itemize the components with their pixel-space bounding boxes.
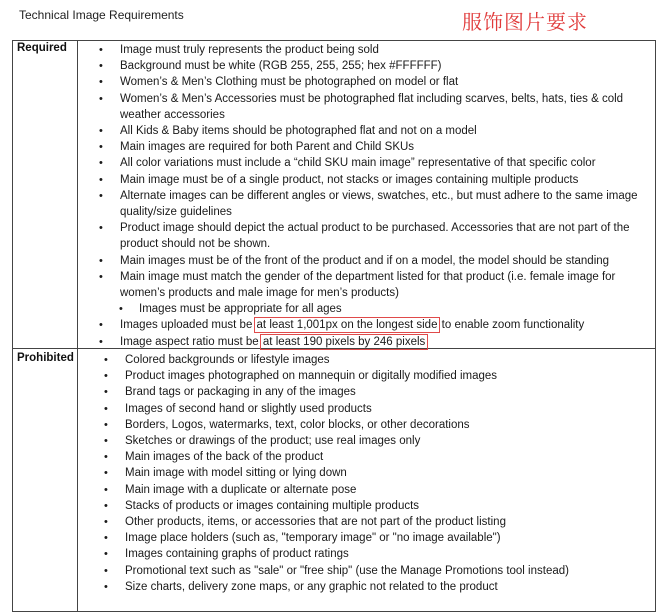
prohibited-item (79, 530, 649, 546)
bullet-icon: • (104, 467, 108, 480)
prohibited-item (79, 401, 649, 417)
item-text: Product image should depict the actual product to be purchased. Accessories that are not part of the product should not be shown. (120, 222, 630, 251)
bullet-icon: • (104, 435, 108, 448)
prohibited-item (79, 384, 649, 400)
item-text: Main images must be of the front of the product and if on a model, the model should be standing (120, 254, 610, 267)
prohibited-item (79, 417, 649, 433)
required-item (79, 188, 649, 220)
required-item (79, 42, 649, 58)
bullet-icon: • (99, 60, 103, 73)
bullet-icon: • (99, 157, 103, 170)
required-list (79, 42, 649, 350)
bullet-icon: • (99, 254, 103, 267)
bullet-icon: • (104, 499, 108, 512)
item-text: Other products, items, or accessories that are not part of the product listing (125, 516, 506, 529)
item-text: Promotional text such as "sale" or "free ship" (use the Manage Promotions tool instead) (125, 564, 569, 577)
item-text: Image aspect ratio must be (120, 335, 262, 348)
item-text: Background must be white (RGB 255, 255, 255; hex #FFFFFF) (120, 60, 442, 73)
item-text: Brand tags or packaging in any of the images (125, 386, 356, 399)
requirements-table (12, 40, 656, 612)
item-text: Alternate images can be different angles or views, swatches, etc., but must adhere to the same image quality/size guidelines (120, 189, 638, 219)
bullet-icon: • (99, 141, 103, 154)
required-item (79, 334, 649, 350)
required-item (79, 269, 649, 301)
prohibited-item (79, 563, 649, 579)
item-text: Product images photographed on mannequin or digitally modified images (125, 370, 498, 383)
prohibited-item (79, 579, 649, 595)
prohibited-item (79, 465, 649, 481)
item-text: Main image must match the gender of the department listed for that product (i.e. female image for women’s products and male image for men’s products) (120, 270, 616, 300)
bullet-icon: • (104, 451, 108, 464)
item-text: Images containing graphs of product ratings (125, 548, 349, 561)
item-text: Women’s & Men’s Clothing must be photographed on model or flat (120, 76, 459, 89)
bullet-icon: • (99, 189, 103, 202)
required-item (79, 139, 649, 155)
prohibited-item (79, 498, 649, 514)
item-text: Sketches or drawings of the product; use real images only (125, 435, 421, 448)
bullet-icon: • (104, 370, 108, 383)
required-item (79, 301, 649, 317)
column-divider (77, 41, 78, 611)
bullet-icon: • (104, 516, 108, 529)
required-item (79, 155, 649, 171)
item-text: All color variations must include a “child SKU main image” representative of that specific color (120, 157, 596, 170)
bullet-icon: • (104, 483, 108, 496)
bullet-icon: • (99, 92, 103, 105)
bullet-icon: • (104, 548, 108, 561)
highlighted-requirement: at least 1,001px on the longest side (256, 319, 438, 332)
prohibited-item (79, 368, 649, 384)
item-text: Main images are required for both Parent and Child SKUs (120, 141, 415, 154)
prohibited-list (79, 352, 649, 595)
bullet-icon: • (99, 222, 103, 235)
required-item (79, 91, 649, 123)
item-text: Main image with a duplicate or alternate pose (125, 483, 357, 496)
bullet-icon: • (99, 76, 103, 89)
bullet-icon: • (104, 564, 108, 577)
prohibited-label: Prohibited (17, 352, 74, 364)
prohibited-item (79, 449, 649, 465)
item-text: Main image with model sitting or lying down (125, 467, 347, 480)
prohibited-item (79, 482, 649, 498)
item-text: Image must truly represents the product being sold (120, 44, 379, 56)
required-item (79, 58, 649, 74)
bullet-icon: • (99, 319, 103, 332)
required-item (79, 74, 649, 90)
item-text: Size charts, delivery zone maps, or any graphic not related to the product (125, 580, 498, 593)
chinese-title: 服饰图片要求 (462, 10, 588, 34)
prohibited-item (79, 514, 649, 530)
required-item (79, 172, 649, 188)
item-text: Colored backgrounds or lifestyle images (125, 354, 330, 366)
item-text: to enable zoom functionality (438, 319, 585, 332)
bullet-icon: • (104, 386, 108, 399)
bullet-icon: • (99, 173, 103, 186)
required-label: Required (17, 42, 67, 54)
item-text: Image place holders (such as, "temporary image" or "no image available") (125, 532, 501, 545)
item-text: Main image must be of a single product, not stacks or images containing multiple products (120, 173, 579, 186)
item-text: Main images of the back of the product (125, 451, 324, 464)
bullet-icon: • (99, 44, 103, 56)
bullet-icon: • (104, 532, 108, 545)
item-text: Borders, Logos, watermarks, text, color blocks, or other decorations (125, 418, 470, 431)
highlighted-requirement: at least 190 pixels by 246 pixels (262, 335, 426, 348)
prohibited-item (79, 546, 649, 562)
bullet-icon: • (99, 335, 103, 348)
item-text: Images of second hand or slightly used products (125, 402, 372, 415)
item-text: Women’s & Men’s Accessories must be photographed flat including scarves, belts, hats, ties & cold weather accessories (120, 92, 624, 121)
required-item (79, 317, 649, 333)
bullet-icon: • (104, 580, 108, 593)
required-item (79, 123, 649, 139)
bullet-icon: • (99, 125, 103, 138)
prohibited-item (79, 352, 649, 368)
required-item (79, 220, 649, 252)
prohibited-item (79, 433, 649, 449)
bullet-icon: • (104, 402, 108, 415)
bullet-icon: • (104, 354, 108, 366)
bullet-icon: • (119, 303, 123, 316)
required-item (79, 253, 649, 269)
item-text: Images uploaded must be (120, 319, 256, 332)
bullet-icon: • (99, 270, 103, 283)
item-text: Images must be appropriate for all ages (139, 303, 342, 316)
item-text: All Kids & Baby items should be photographed flat and not on a model (120, 125, 477, 138)
bullet-icon: • (104, 418, 108, 431)
document-title: Technical Image Requirements (19, 8, 184, 22)
item-text: Stacks of products or images containing multiple products (125, 499, 420, 512)
